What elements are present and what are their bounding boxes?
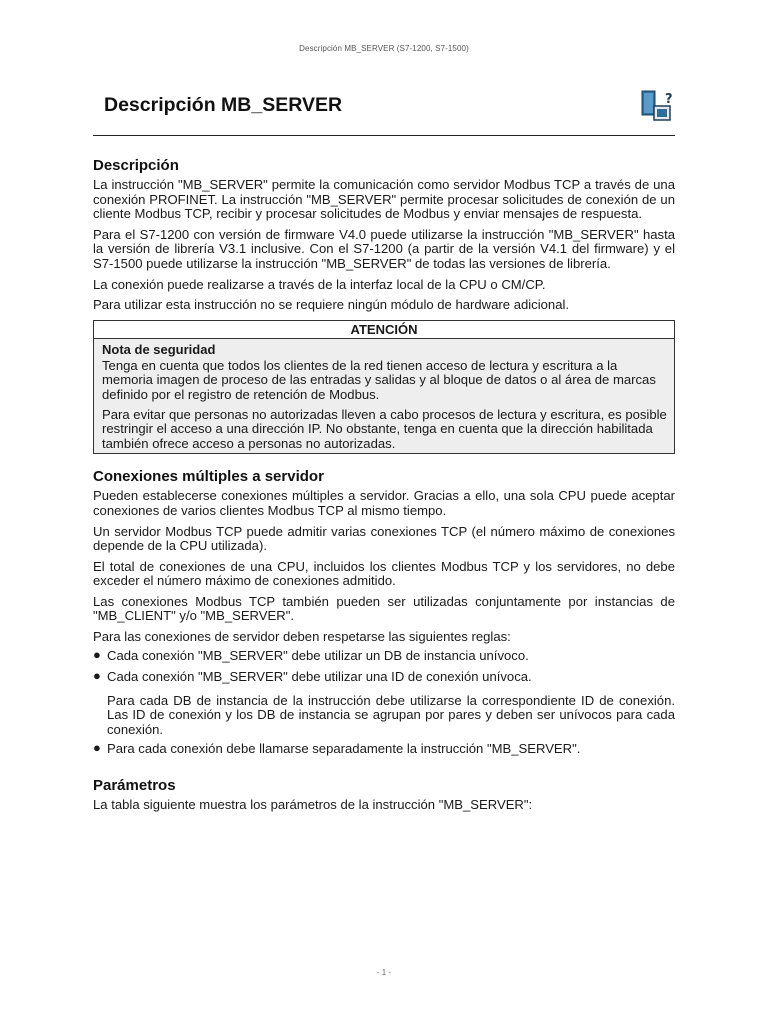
rules-list (93, 646, 675, 685)
notice-paragraph: Para evitar que personas no autorizadas lleven a cabo procesos de lectura y escritura, es posible restringir el acceso a una dirección IP. No obstante, tenga en cuenta que la dirección habilitada también ofrece acceso a personas no autorizadas. (102, 406, 667, 451)
heading-descripcion: Descripción (93, 157, 179, 174)
paragraph: Pueden establecerse conexiones múltiples a servidor. Gracias a ello, una sola CPU puede aceptar conexiones de varios clientes Modbus TCP al mismo tiempo. (93, 488, 675, 518)
svg-text:?: ? (665, 92, 673, 107)
paragraph: Para las conexiones de servidor deben respetarse las siguientes reglas: (93, 629, 511, 645)
notice-subtitle: Nota de seguridad (102, 341, 216, 357)
help-icon[interactable] (640, 89, 676, 123)
page-title: Descripción MB_SERVER (104, 94, 343, 116)
running-header: Descripción MB_SERVER (S7-1200, S7-1500) (299, 44, 469, 53)
paragraph: Para utilizar esta instrucción no se requiere ningún módulo de hardware adicional. (93, 297, 570, 313)
document-body (93, 157, 675, 819)
paragraph: Un servidor Modbus TCP puede admitir varias conexiones TCP (el número máximo de conexiones depende de la CPU utilizada). (93, 523, 675, 554)
paragraph: La instrucción "MB_SERVER" permite la comunicación como servidor Modbus TCP a través de una conexión PROFINET. La instrucción "MB_SERVER" permite procesar solicitudes de conexión de un cliente Modbus TCP, recibir y procesar solicitudes de Modbus y enviar mensajes de respuesta. (93, 177, 675, 222)
paragraph: Las conexiones Modbus TCP también pueden ser utilizadas conjuntamente por instancias de "MB_CLIENT" y/o "MB_SERVER". (93, 593, 675, 624)
list-item: ● Cada conexión "MB_SERVER" debe utilizar un DB de instancia unívoco. (93, 646, 529, 663)
paragraph: Para el S7-1200 con versión de firmware V4.0 puede utilizarse la instrucción "MB_SERVER" hasta la versión de librería V3.1 inclusive. Con el S7-1200 (a partir de la versión V4.1 del firmware) y el S7-1500 puede utilizarse la instrucción "MB_SERVER" de todas las versiones de librería. (93, 226, 675, 271)
list-item: ● Para cada conexión debe llamarse separadamente la instrucción "MB_SERVER". (93, 739, 581, 756)
heading-parametros: Parámetros (93, 777, 176, 795)
rule-note: Para cada DB de instancia de la instrucción debe utilizarse la correspondiente ID de conexión. Las ID de conexión y los DB de instancia se agrupan por pares y deben ser unívocos para cada conexión. (107, 692, 675, 738)
paragraph: El total de conexiones de una CPU, incluidos los clientes Modbus TCP y los servidores, no debe exceder el número máximo de conexiones admitido. (93, 558, 675, 589)
bullet-icon: ● (93, 739, 101, 755)
bullet-icon: ● (93, 646, 101, 662)
page-number: - 1 - (376, 968, 392, 977)
notice-paragraph: Tenga en cuenta que todos los clientes de la red tienen acceso de lectura y escritura a la memoria imagen de proceso de las entradas y salidas y al bloque de datos o al área de marcas definido por el registro de retención de Modbus. (102, 357, 656, 402)
notice-body (94, 339, 674, 454)
security-notice-box (93, 320, 675, 455)
rules-list (93, 739, 675, 757)
bullet-icon: ● (93, 668, 101, 684)
title-rule (93, 135, 675, 136)
notice-header: ATENCIÓN (94, 321, 674, 339)
paragraph: La conexión puede realizarse a través de la interfaz local de la CPU o CM/CP. (93, 276, 546, 292)
paragraph: La tabla siguiente muestra los parámetros de la instrucción "MB_SERVER": (93, 797, 533, 813)
heading-conexiones: Conexiones múltiples a servidor (93, 468, 324, 486)
list-item: ● Cada conexión "MB_SERVER" debe utilizar una ID de conexión unívoca. (93, 668, 532, 685)
